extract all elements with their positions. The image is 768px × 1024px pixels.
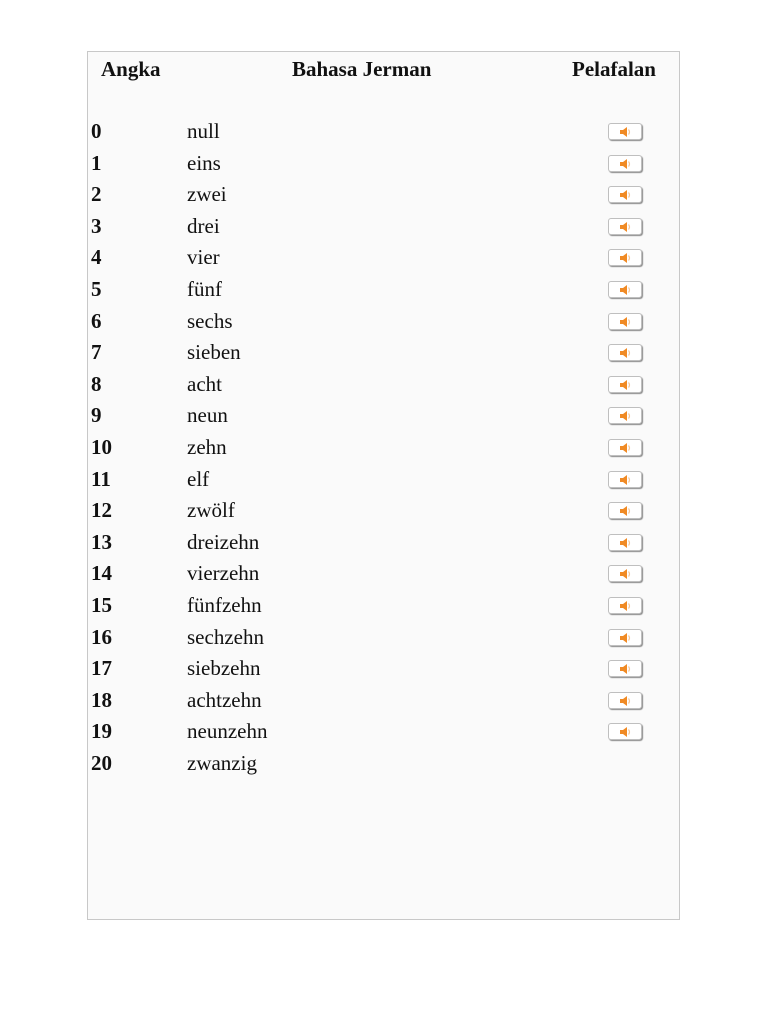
table-row (0, 719, 768, 751)
table-row (0, 372, 768, 404)
play-audio-button[interactable] (608, 534, 642, 551)
number-cell: 14 (91, 561, 112, 586)
play-audio-button[interactable] (608, 502, 642, 519)
number-cell: 10 (91, 435, 112, 459)
german-word-cell: zwei (187, 182, 227, 207)
speaker-icon (619, 284, 633, 296)
german-word-cell: drei (187, 213, 220, 238)
table-row (0, 751, 768, 783)
table-row (0, 309, 768, 341)
play-audio-button[interactable] (608, 660, 642, 677)
play-audio-button[interactable] (608, 597, 642, 614)
table-row (0, 403, 768, 435)
speaker-icon (619, 600, 633, 612)
play-audio-button[interactable] (608, 218, 642, 235)
number-cell: 7 (91, 340, 102, 365)
german-word-cell: vier (187, 245, 220, 270)
number-cell: 17 (91, 656, 112, 681)
speaker-icon (619, 695, 633, 707)
header-german: Bahasa Jerman (292, 57, 432, 81)
german-word-cell: null (187, 119, 220, 143)
german-word-cell: dreizehn (187, 529, 260, 554)
german-word-cell: siebzehn (187, 656, 261, 681)
table-row (0, 151, 768, 183)
german-word-cell: zwölf (187, 498, 235, 523)
header-number: Angka (101, 57, 161, 81)
table-row (0, 656, 768, 688)
speaker-icon (619, 252, 633, 264)
speaker-icon (619, 410, 633, 422)
play-audio-button[interactable] (608, 155, 642, 172)
speaker-icon (619, 568, 633, 580)
speaker-icon (619, 316, 633, 328)
play-audio-button[interactable] (608, 249, 642, 266)
play-audio-button[interactable] (608, 439, 642, 456)
table-row (0, 467, 768, 499)
number-cell: 20 (91, 751, 112, 775)
number-cell: 5 (91, 277, 102, 301)
speaker-icon (619, 189, 633, 201)
play-audio-button[interactable] (608, 629, 642, 646)
speaker-icon (619, 474, 633, 486)
number-cell: 4 (91, 245, 102, 270)
table-row (0, 119, 768, 151)
german-word-cell: fünf (187, 277, 222, 301)
speaker-icon (619, 158, 633, 170)
table-row (0, 530, 768, 562)
number-cell: 0 (91, 119, 102, 143)
number-cell: 18 (91, 687, 112, 712)
german-word-cell: acht (187, 371, 222, 396)
german-word-cell: neunzehn (187, 719, 268, 744)
header-pronunciation: Pelafalan (572, 57, 656, 81)
number-cell: 12 (91, 498, 112, 523)
number-cell: 8 (91, 371, 102, 396)
number-cell: 15 (91, 593, 112, 617)
speaker-icon (619, 379, 633, 391)
speaker-icon (619, 126, 633, 138)
number-cell: 19 (91, 719, 112, 744)
german-word-cell: eins (187, 150, 221, 175)
german-word-cell: zehn (187, 435, 227, 459)
number-cell: 6 (91, 308, 102, 333)
play-audio-button[interactable] (608, 344, 642, 361)
number-cell: 9 (91, 403, 102, 428)
german-word-cell: fünfzehn (187, 593, 262, 617)
speaker-icon (619, 663, 633, 675)
speaker-icon (619, 442, 633, 454)
table-row (0, 277, 768, 309)
number-cell: 16 (91, 624, 112, 649)
table-row (0, 688, 768, 720)
table-row (0, 182, 768, 214)
german-word-cell: sechs (187, 308, 233, 333)
table-row (0, 245, 768, 277)
table-row (0, 593, 768, 625)
german-word-cell: elf (187, 466, 210, 491)
play-audio-button[interactable] (608, 313, 642, 330)
play-audio-button[interactable] (608, 565, 642, 582)
table-row (0, 498, 768, 530)
german-word-cell: sechzehn (187, 624, 264, 649)
play-audio-button[interactable] (608, 407, 642, 424)
play-audio-button[interactable] (608, 376, 642, 393)
play-audio-button[interactable] (608, 281, 642, 298)
german-word-cell: neun (187, 403, 228, 428)
speaker-icon (619, 632, 633, 644)
play-audio-button[interactable] (608, 471, 642, 488)
table-row (0, 435, 768, 467)
speaker-icon (619, 221, 633, 233)
number-cell: 2 (91, 182, 102, 207)
play-audio-button[interactable] (608, 692, 642, 709)
german-word-cell: sieben (187, 340, 241, 365)
table-row (0, 340, 768, 372)
speaker-icon (619, 347, 633, 359)
play-audio-button[interactable] (608, 723, 642, 740)
german-word-cell: achtzehn (187, 687, 262, 712)
number-cell: 13 (91, 529, 112, 554)
play-audio-button[interactable] (608, 123, 642, 140)
number-cell: 11 (91, 466, 111, 491)
german-word-cell: zwanzig (187, 751, 257, 775)
table-row (0, 214, 768, 246)
speaker-icon (619, 726, 633, 738)
speaker-icon (619, 505, 633, 517)
play-audio-button[interactable] (608, 186, 642, 203)
number-cell: 3 (91, 213, 102, 238)
table-row (0, 561, 768, 593)
table-row (0, 625, 768, 657)
number-cell: 1 (91, 150, 102, 175)
speaker-icon (619, 537, 633, 549)
german-word-cell: vierzehn (187, 561, 260, 586)
